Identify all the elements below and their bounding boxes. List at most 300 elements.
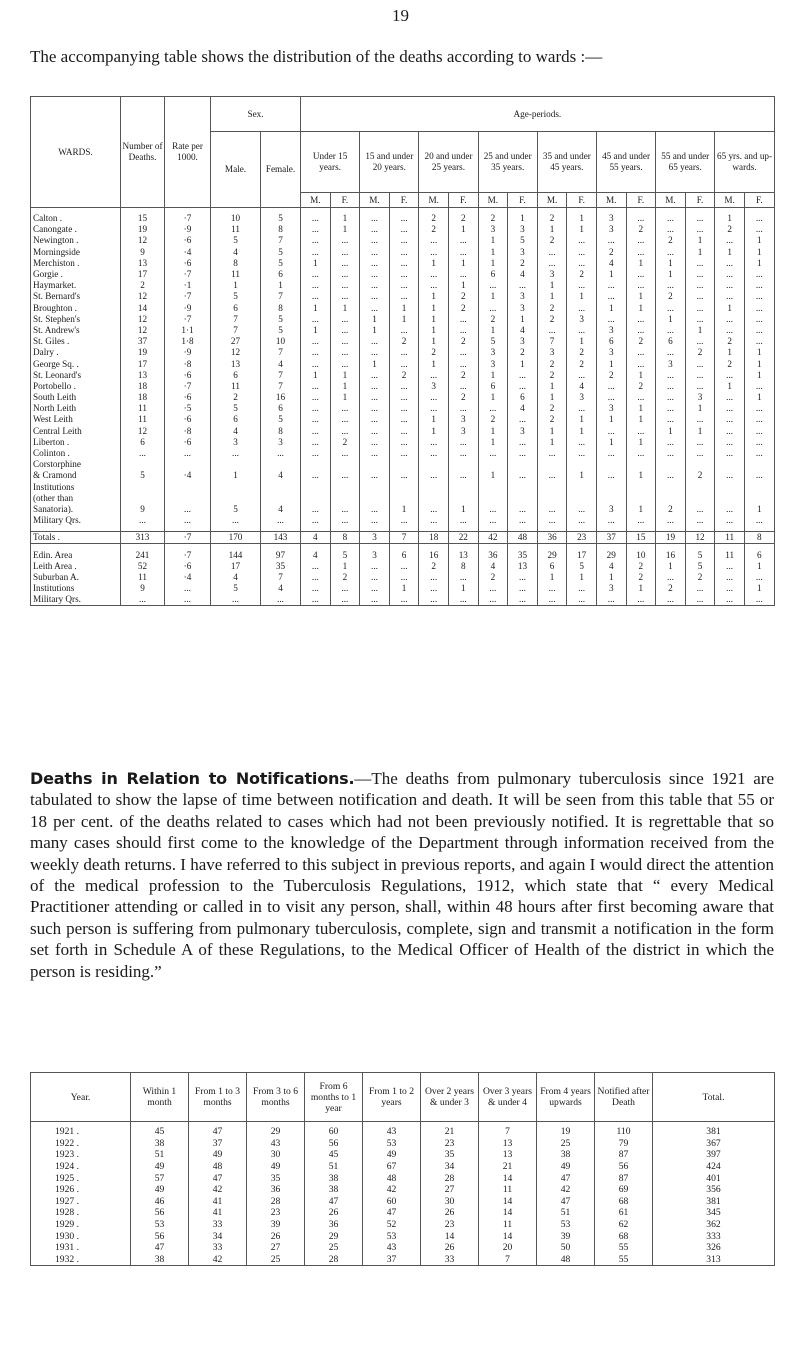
lapse-cell: 33	[189, 1242, 247, 1254]
table-cell: 1	[389, 504, 419, 515]
table-cell: 1	[419, 258, 449, 269]
table-cell	[360, 459, 390, 470]
table-cell: ...	[360, 291, 390, 302]
table-cell: 4	[508, 325, 538, 336]
table-cell: ...	[330, 414, 360, 425]
table-cell: ...	[330, 426, 360, 437]
table-cell: 2	[448, 370, 478, 381]
lapse-header: Over 3 years & under 4	[479, 1073, 537, 1122]
table-cell	[685, 459, 715, 470]
lapse-cell: 56	[595, 1161, 653, 1173]
table-cell: ...	[685, 258, 715, 269]
table-cell: 17	[211, 561, 261, 572]
table-cell: 5	[261, 247, 301, 258]
table-cell: ...	[360, 414, 390, 425]
table-cell	[448, 493, 478, 504]
table-cell: 1	[330, 381, 360, 392]
col-female: Female.	[261, 132, 301, 208]
year-cell: 1922 .	[31, 1138, 131, 1150]
table-cell: ...	[419, 515, 449, 526]
female-subheader: F.	[567, 193, 597, 208]
table-cell: ...	[744, 594, 774, 606]
lapse-cell: 49	[131, 1161, 189, 1173]
table-cell: 2	[508, 347, 538, 358]
table-cell: 6	[389, 549, 419, 560]
row-label: Sanatoria).	[31, 504, 121, 515]
table-cell: 11	[121, 414, 165, 425]
table-cell: 13	[121, 258, 165, 269]
table-cell: 1	[744, 247, 774, 258]
lapse-cell: 345	[653, 1207, 775, 1219]
lapse-cell: 47	[537, 1196, 595, 1208]
table-cell: 12	[211, 347, 261, 358]
lapse-cell: 38	[131, 1138, 189, 1150]
lapse-cell: 47	[189, 1122, 247, 1138]
table-cell: ...	[715, 504, 745, 515]
table-cell: ...	[330, 403, 360, 414]
lapse-cell: 14	[479, 1230, 537, 1242]
table-cell	[389, 459, 419, 470]
table-cell: 1	[744, 583, 774, 594]
age-group-header: 20 and under 25 years.	[419, 132, 478, 193]
table-cell: ...	[389, 561, 419, 572]
table-cell: 1	[744, 370, 774, 381]
table-cell: ...	[360, 258, 390, 269]
table-cell: 1	[567, 572, 597, 583]
table-cell: 2	[389, 336, 419, 347]
table-cell: ...	[389, 448, 419, 459]
table-cell: 2	[715, 224, 745, 235]
table-row	[31, 414, 775, 425]
age-group-header: Under 15 years.	[301, 132, 360, 193]
table-cell: ...	[419, 280, 449, 291]
notifications-heading: Deaths in Relation to Notifications.	[30, 769, 355, 788]
table-cell: 19	[121, 224, 165, 235]
table-cell: 5	[261, 325, 301, 336]
table-cell: 11	[211, 269, 261, 280]
table-cell: ...	[448, 269, 478, 280]
table-cell: ...	[715, 515, 745, 526]
table-cell: 10	[261, 336, 301, 347]
table-cell: 1	[626, 303, 656, 314]
table-cell: 6	[744, 549, 774, 560]
table-cell: 1	[567, 291, 597, 302]
row-label: Central Leith	[31, 426, 121, 437]
table-cell	[626, 459, 656, 470]
table-cell: 7	[261, 572, 301, 583]
table-cell: ...	[448, 437, 478, 448]
table-cell	[419, 459, 449, 470]
table-cell: 11	[715, 532, 745, 544]
table-cell: 1	[419, 325, 449, 336]
table-cell: ...	[478, 280, 508, 291]
table-cell: ...	[211, 448, 261, 459]
table-cell: ...	[744, 448, 774, 459]
table-cell: ...	[360, 224, 390, 235]
table-cell: 13	[508, 561, 538, 572]
table-cell: ...	[301, 381, 331, 392]
lapse-cell: 23	[247, 1207, 305, 1219]
table-cell: ...	[567, 594, 597, 606]
table-cell: ...	[448, 448, 478, 459]
table-cell: 3	[508, 426, 538, 437]
table-cell: 2	[537, 403, 567, 414]
lapse-cell: 45	[131, 1122, 189, 1138]
lapse-cell: 52	[363, 1219, 421, 1231]
table-cell: ...	[744, 381, 774, 392]
age-group-header: 55 and under 65 years.	[656, 132, 715, 193]
table-cell: 5	[567, 561, 597, 572]
table-cell: 2	[419, 213, 449, 224]
table-cell: 1	[656, 561, 686, 572]
table-cell: ...	[389, 426, 419, 437]
lapse-cell: 34	[189, 1230, 247, 1242]
table-cell	[715, 482, 745, 493]
table-cell: ...	[330, 583, 360, 594]
row-label: Calton .	[31, 213, 121, 224]
table-cell: ...	[596, 280, 626, 291]
lapse-cell: 68	[595, 1230, 653, 1242]
table-cell: ...	[301, 583, 331, 594]
table-cell: ·9	[165, 224, 211, 235]
male-subheader: M.	[596, 193, 626, 208]
table-cell: 2	[537, 414, 567, 425]
table-cell: 8	[330, 532, 360, 544]
table-cell	[715, 493, 745, 504]
row-label: Corstorphine	[31, 459, 121, 470]
table-cell: 1	[567, 414, 597, 425]
table-cell: ...	[301, 414, 331, 425]
table-cell: 37	[596, 532, 626, 544]
lapse-cell: 26	[421, 1207, 479, 1219]
table-row	[31, 381, 775, 392]
table-cell: 5	[211, 291, 261, 302]
table-cell: ...	[744, 291, 774, 302]
table-cell: 4	[211, 572, 261, 583]
table-cell: 1	[330, 392, 360, 403]
table-cell: 8	[744, 532, 774, 544]
table-cell: 10	[626, 549, 656, 560]
table-cell: ...	[744, 470, 774, 481]
table-cell: ...	[360, 336, 390, 347]
table-cell: 1	[301, 325, 331, 336]
table-cell: 2	[685, 470, 715, 481]
table-cell: 1	[537, 437, 567, 448]
table-cell: 1	[567, 470, 597, 481]
table-cell	[165, 459, 211, 470]
table-cell: 1	[537, 572, 567, 583]
table-cell: 12	[121, 314, 165, 325]
table-cell: 144	[211, 549, 261, 560]
table-cell	[685, 482, 715, 493]
lapse-cell: 14	[479, 1196, 537, 1208]
table-cell: 1	[537, 392, 567, 403]
lapse-cell: 43	[363, 1122, 421, 1138]
table-cell: ...	[301, 358, 331, 369]
table-cell: 7	[261, 291, 301, 302]
table-cell: 5	[211, 403, 261, 414]
lapse-cell: 41	[189, 1207, 247, 1219]
table-cell: ...	[656, 392, 686, 403]
table-cell: ...	[389, 347, 419, 358]
table-cell: ·4	[165, 470, 211, 481]
lapse-cell: 23	[421, 1219, 479, 1231]
table-cell: ...	[301, 224, 331, 235]
table-cell: 42	[478, 532, 508, 544]
table-cell: 2	[419, 561, 449, 572]
table-cell: ...	[330, 291, 360, 302]
page-number: 19	[392, 6, 409, 25]
lapse-cell: 13	[479, 1149, 537, 1161]
table-cell: 6	[211, 414, 261, 425]
table-cell: ...	[626, 235, 656, 246]
table-cell: ...	[656, 572, 686, 583]
table-cell: 5	[261, 258, 301, 269]
row-label: Gorgie .	[31, 269, 121, 280]
female-subheader: F.	[448, 193, 478, 208]
table-cell: 2	[656, 235, 686, 246]
table-row	[31, 358, 775, 369]
table-cell: 4	[261, 470, 301, 481]
table-cell: ...	[685, 504, 715, 515]
table-cell	[744, 493, 774, 504]
table-cell: 1	[626, 470, 656, 481]
table-cell: ...	[508, 470, 538, 481]
table-cell	[537, 482, 567, 493]
table-cell: ...	[360, 515, 390, 526]
lapse-cell: 38	[305, 1184, 363, 1196]
table-row	[31, 247, 775, 258]
table-cell: 7	[211, 314, 261, 325]
table-cell: ...	[656, 594, 686, 606]
lapse-cell: 49	[363, 1149, 421, 1161]
row-label: South Leith	[31, 392, 121, 403]
lapse-cell: 39	[537, 1230, 595, 1242]
col-wards: WARDS.	[31, 97, 121, 208]
table-cell	[211, 493, 261, 504]
table-cell: 7	[261, 347, 301, 358]
lapse-cell: 28	[305, 1254, 363, 1266]
table-cell: ...	[626, 314, 656, 325]
lapse-cell: 33	[189, 1219, 247, 1231]
table-cell: ...	[419, 583, 449, 594]
table-cell: ...	[330, 280, 360, 291]
row-label: Edin. Area	[31, 549, 121, 560]
table-cell: 5	[261, 314, 301, 325]
row-label: North Leith	[31, 403, 121, 414]
table-cell: ...	[121, 448, 165, 459]
table-cell: ...	[478, 403, 508, 414]
table-cell: 12	[121, 325, 165, 336]
table-cell: 3	[537, 347, 567, 358]
table-cell: 1	[419, 291, 449, 302]
row-label: (other than	[31, 493, 121, 504]
table-cell: 2	[656, 504, 686, 515]
table-cell: ...	[715, 269, 745, 280]
table-cell: 1	[419, 303, 449, 314]
table-cell: 13	[211, 358, 261, 369]
female-subheader: F.	[508, 193, 538, 208]
table-cell: 37	[121, 336, 165, 347]
lapse-cell: 48	[537, 1254, 595, 1266]
lapse-cell: 19	[537, 1122, 595, 1138]
table-cell: 9	[121, 504, 165, 515]
table-cell: 1	[596, 414, 626, 425]
col-age-periods: Age-periods.	[301, 97, 775, 132]
table-cell: ...	[301, 280, 331, 291]
table-cell: 4	[261, 583, 301, 594]
row-label: St. Andrew's	[31, 325, 121, 336]
table-cell: 1	[301, 303, 331, 314]
table-cell: ...	[448, 314, 478, 325]
table-cell: ...	[537, 504, 567, 515]
table-cell: 6	[478, 381, 508, 392]
lapse-cell: 55	[595, 1242, 653, 1254]
female-subheader: F.	[744, 193, 774, 208]
table-cell	[165, 493, 211, 504]
table-cell	[448, 459, 478, 470]
table-cell: ...	[596, 426, 626, 437]
table-cell: ...	[656, 224, 686, 235]
year-cell: 1929 .	[31, 1219, 131, 1231]
table-cell: 1	[448, 224, 478, 235]
table-cell: ...	[685, 448, 715, 459]
table-cell: ...	[537, 258, 567, 269]
table-cell: ...	[448, 572, 478, 583]
table-cell: 11	[211, 224, 261, 235]
table-row	[31, 426, 775, 437]
table-cell: 12	[121, 426, 165, 437]
col-male: Male.	[211, 132, 261, 208]
lapse-cell: 43	[247, 1138, 305, 1150]
table-cell: ...	[419, 403, 449, 414]
table-row	[31, 459, 775, 470]
table-cell: ...	[744, 280, 774, 291]
year-cell: 1924 .	[31, 1161, 131, 1173]
table-cell: ...	[301, 291, 331, 302]
table-cell: 5	[261, 213, 301, 224]
table-cell: ...	[596, 448, 626, 459]
table-cell: 1	[419, 336, 449, 347]
table-cell: ·7	[165, 532, 211, 544]
lapse-row	[31, 1254, 775, 1266]
table-cell: 2	[448, 291, 478, 302]
row-label: Military Qrs.	[31, 515, 121, 526]
table-cell: ...	[744, 437, 774, 448]
table-cell: ...	[448, 403, 478, 414]
table-cell: ...	[330, 247, 360, 258]
table-cell	[685, 493, 715, 504]
table-cell: ...	[685, 437, 715, 448]
table-cell: ...	[389, 235, 419, 246]
table-cell	[261, 493, 301, 504]
table-cell: 8	[261, 303, 301, 314]
table-cell: 6	[508, 392, 538, 403]
table-cell: ...	[360, 381, 390, 392]
notification-lapse-table	[30, 1072, 775, 1266]
table-cell: ...	[301, 347, 331, 358]
lapse-row	[31, 1219, 775, 1231]
table-cell: ...	[301, 515, 331, 526]
row-label: & Cramond	[31, 470, 121, 481]
table-cell: 2	[685, 347, 715, 358]
table-cell: 1	[626, 414, 656, 425]
lapse-row	[31, 1149, 775, 1161]
table-cell: ...	[389, 280, 419, 291]
table-cell: ...	[360, 403, 390, 414]
table-cell: ...	[656, 437, 686, 448]
table-cell: ...	[656, 448, 686, 459]
lapse-cell: 56	[131, 1230, 189, 1242]
table-row	[31, 213, 775, 224]
row-label: Canongate .	[31, 224, 121, 235]
lapse-cell: 61	[595, 1207, 653, 1219]
table-cell: ...	[389, 470, 419, 481]
lapse-cell: 30	[247, 1149, 305, 1161]
lapse-cell: 33	[421, 1254, 479, 1266]
row-label: St. Bernard's	[31, 291, 121, 302]
table-cell: 18	[121, 381, 165, 392]
table-cell: ...	[301, 470, 331, 481]
table-cell: ·7	[165, 213, 211, 224]
table-cell: 1	[626, 291, 656, 302]
table-cell: ...	[301, 392, 331, 403]
table-cell: 2	[478, 414, 508, 425]
table-cell: ...	[448, 381, 478, 392]
table-cell: 1	[211, 280, 261, 291]
female-subheader: F.	[685, 193, 715, 208]
table-cell: 3	[478, 224, 508, 235]
table-cell: ...	[211, 515, 261, 526]
table-cell	[419, 482, 449, 493]
table-cell: ·6	[165, 437, 211, 448]
table-cell: 3	[448, 426, 478, 437]
table-cell: ...	[715, 325, 745, 336]
table-cell: ·9	[165, 303, 211, 314]
lapse-cell: 23	[421, 1138, 479, 1150]
table-cell: ...	[537, 247, 567, 258]
table-cell: 1	[478, 235, 508, 246]
table-cell: ...	[715, 314, 745, 325]
table-cell: 1	[419, 314, 449, 325]
table-cell: ...	[478, 303, 508, 314]
table-cell	[596, 493, 626, 504]
table-cell	[656, 459, 686, 470]
lapse-cell: 401	[653, 1172, 775, 1184]
year-cell: 1931 .	[31, 1242, 131, 1254]
table-cell: 9	[121, 247, 165, 258]
table-cell: 1	[448, 504, 478, 515]
table-cell: 1	[744, 358, 774, 369]
table-cell: ...	[508, 448, 538, 459]
table-cell: ...	[301, 269, 331, 280]
table-row	[31, 235, 775, 246]
lapse-header: From 1 to 2 years	[363, 1073, 421, 1122]
table-cell: 6	[537, 561, 567, 572]
table-cell: 11	[121, 403, 165, 414]
table-cell: 8	[211, 258, 261, 269]
table-cell: ...	[389, 381, 419, 392]
table-cell: ...	[389, 213, 419, 224]
table-cell: ...	[301, 437, 331, 448]
table-cell: ...	[656, 515, 686, 526]
lapse-cell: 53	[363, 1138, 421, 1150]
lapse-cell: 53	[363, 1230, 421, 1242]
lapse-cell: 49	[189, 1149, 247, 1161]
table-cell: 2	[537, 213, 567, 224]
table-cell: ·6	[165, 235, 211, 246]
table-cell: 1	[508, 358, 538, 369]
